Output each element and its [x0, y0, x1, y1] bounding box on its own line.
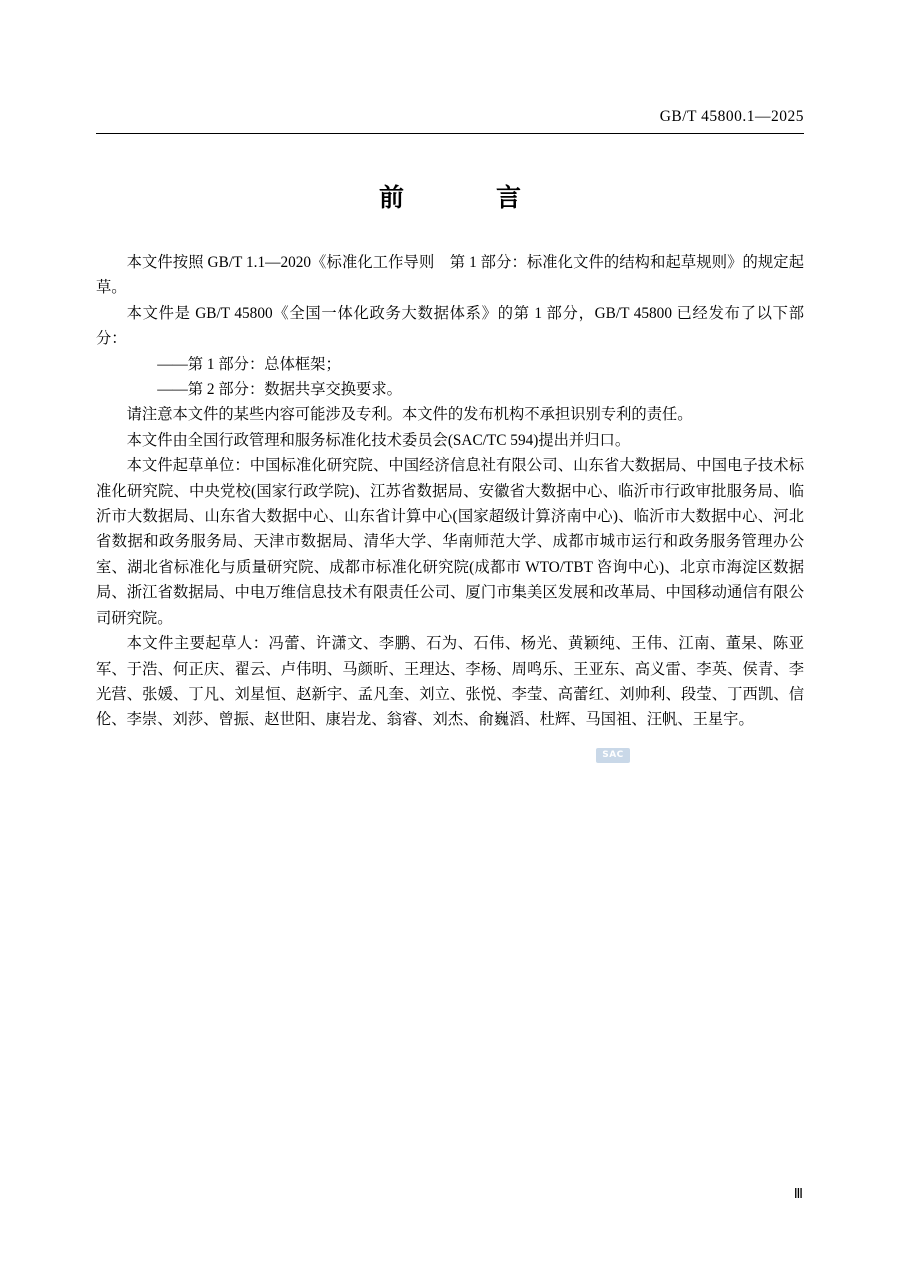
paragraph: 本文件起草单位：中国标准化研究院、中国经济信息社有限公司、山东省大数据局、中国电子技术标准化研究院、中央党校(国家行政学院)、江苏省数据局、安徽省大数据中心、临沂市行政审批服务局、临沂市大数据局、山东省大数据中心、山东省计算中心(国家超级计算济南中心)、临沂市大数据中心、河北省数据和政务服务局、天津市数据局、清华大学、华南师范大学、成都市城市运行和政务服务管理办公室、湖北省标准化与质量研究院、成都市标准化研究院(成都市 WTO/TBT 咨询中心)、北京市海淀区数据局、浙江省数据局、中电万维信息技术有限责任公司、厦门市集美区发展和改革局、中国移动通信有限公司研究院。	[96, 457, 804, 627]
paragraph: 本文件按照 GB/T 1.1—2020《标准化工作导则 第 1 部分：标准化文件的结构和起草规则》的规定起草。	[96, 254, 804, 297]
header-divider	[96, 133, 804, 134]
watermark-label: SAC	[596, 748, 630, 763]
page-header-standard-number: GB/T 45800.1—2025	[659, 108, 804, 125]
page-number: Ⅲ	[793, 1186, 804, 1201]
paragraph: 请注意本文件的某些内容可能涉及专利。本文件的发布机构不承担识别专利的责任。	[126, 406, 693, 424]
paragraph: 本文件主要起草人：冯蕾、许潇文、李鹏、石为、石伟、杨光、黄颖纯、王伟、江南、董杲、陈亚军、于浩、何正庆、翟云、卢伟明、马颜昕、王理达、李杨、周鸣乐、王亚东、高义雷、李英、侯青、李光营、张媛、丁凡、刘星恒、赵新宇、孟凡奎、刘立、张悦、李莹、高蕾红、刘帅利、段莹、丁西凯、信伦、李崇、刘莎、曾振、赵世阳、康岩龙、翁睿、刘杰、俞巍滔、杜辉、马国祖、汪帆、王星宇。	[96, 635, 804, 729]
paragraph: 本文件是 GB/T 45800《全国一体化政务大数据体系》的第 1 部分，GB/T 45800 已经发布了以下部分：	[96, 304, 804, 348]
list-item: ——第 2 部分：数据共享交换要求。	[157, 381, 402, 399]
foreword-body	[96, 250, 804, 733]
paragraph: 本文件由全国行政管理和服务标准化技术委员会(SAC/TC 594)提出并归口。	[126, 431, 631, 449]
page-title: 前 言	[378, 183, 535, 212]
sac-watermark-logo	[596, 748, 630, 770]
list-item: ——第 1 部分：总体框架；	[157, 355, 341, 373]
